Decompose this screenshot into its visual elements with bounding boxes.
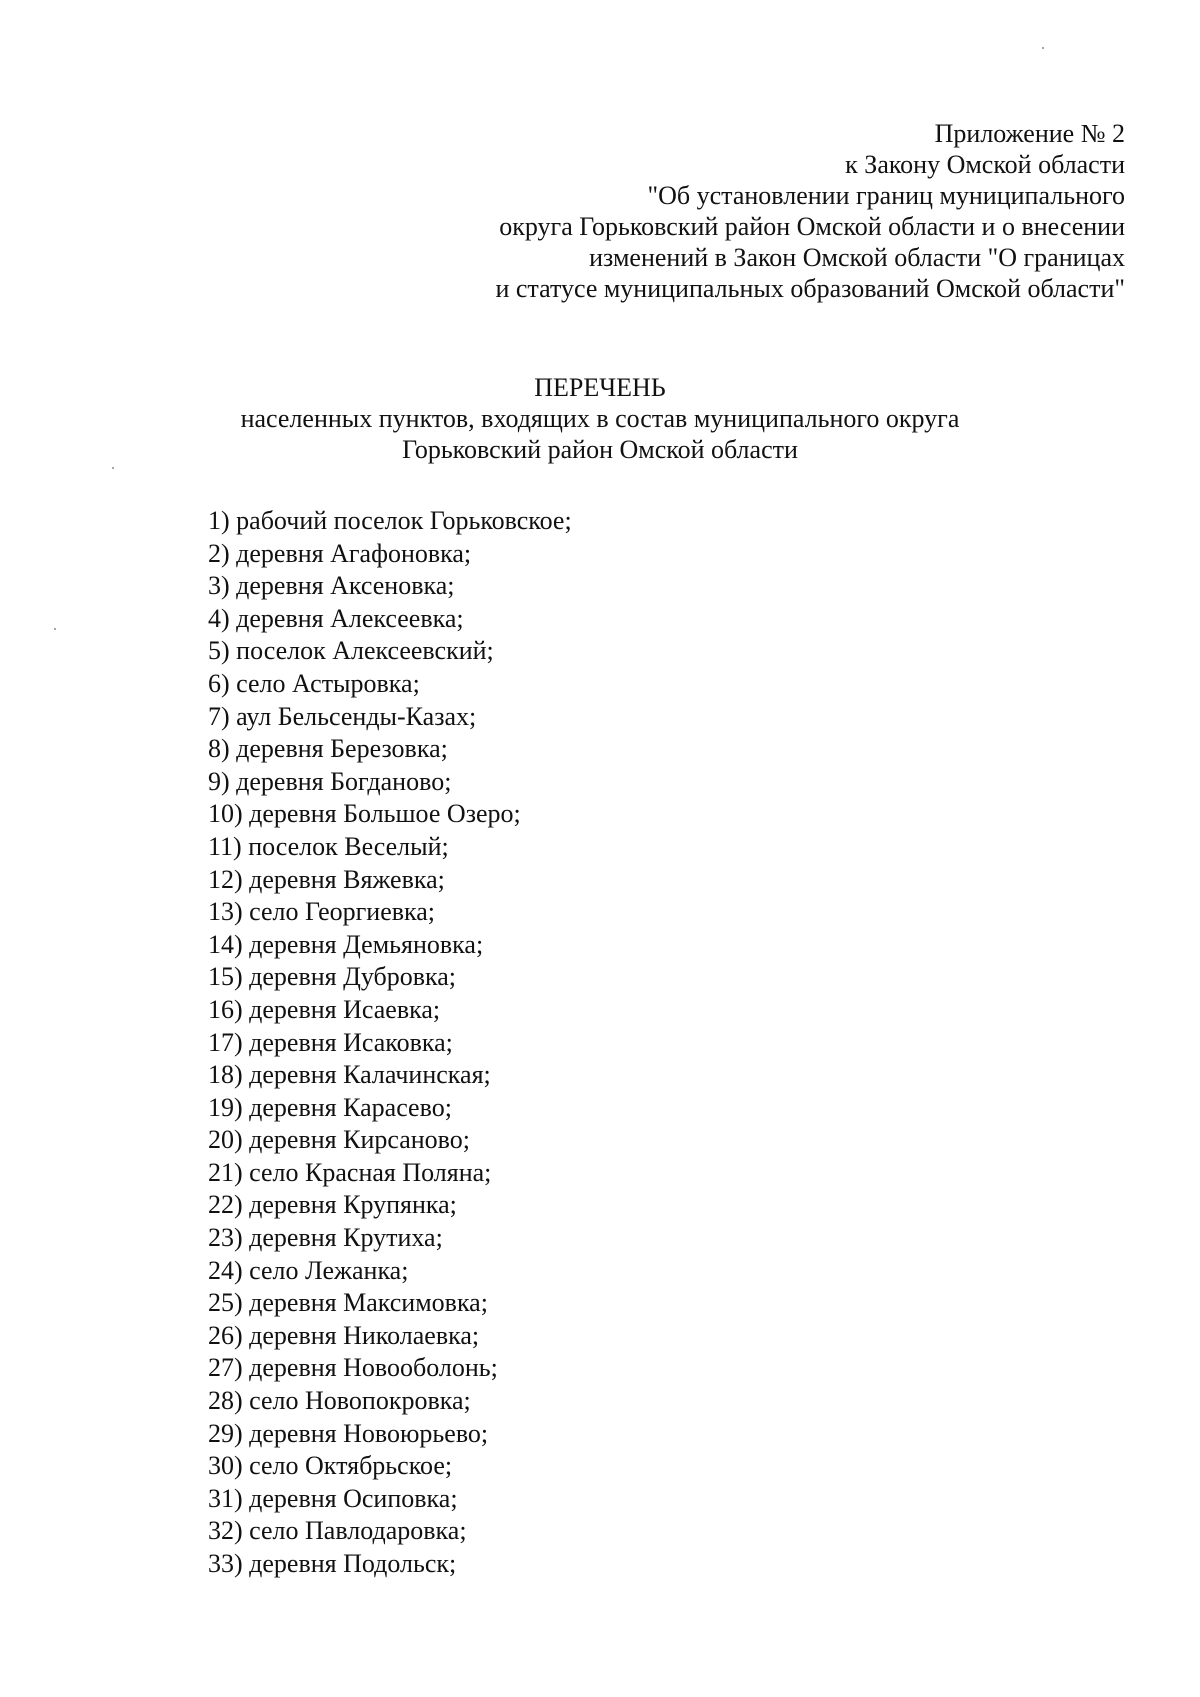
list-item: 21) село Красная Поляна; xyxy=(208,1157,492,1187)
list-item: 8) деревня Березовка; xyxy=(208,734,448,764)
list-item: 31) деревня Осиповка; xyxy=(208,1483,458,1513)
list-item: 4) деревня Алексеевка; xyxy=(208,603,464,633)
list-item: 26) деревня Николаевка; xyxy=(208,1320,480,1350)
scan-speck xyxy=(1042,47,1044,49)
list-item: 10) деревня Большое Озеро; xyxy=(208,799,521,829)
appendix-line: и статусе муниципальных образований Омской области" xyxy=(495,274,1125,303)
scan-speck xyxy=(54,628,56,630)
list-item: 14) деревня Демьяновка; xyxy=(208,929,484,959)
list-item: 18) деревня Калачинская; xyxy=(208,1060,491,1090)
title-subtitle-line: населенных пунктов, входящих в состав муниципального округа xyxy=(240,404,960,433)
appendix-header xyxy=(495,118,1125,304)
document-title xyxy=(0,372,1200,465)
list-item: 1) рабочий поселок Горьковское; xyxy=(208,506,572,535)
list-item: 27) деревня Новооболонь; xyxy=(208,1353,498,1383)
list-item: 33) деревня Подольск; xyxy=(208,1549,457,1578)
list-item: 24) село Лежанка; xyxy=(208,1255,409,1285)
title-heading: ПЕРЕЧЕНЬ xyxy=(534,373,666,402)
settlement-list xyxy=(208,505,572,1581)
list-item: 3) деревня Аксеновка; xyxy=(208,571,455,601)
appendix-line: к Закону Омской области xyxy=(845,150,1125,179)
appendix-line: округа Горьковский район Омской области и о внесении xyxy=(499,212,1125,241)
list-item: 23) деревня Крутиха; xyxy=(208,1223,443,1253)
list-item: 16) деревня Исаевка; xyxy=(208,994,441,1024)
list-item: 20) деревня Кирсаново; xyxy=(208,1125,471,1155)
list-item: 28) село Новопокровка; xyxy=(208,1386,471,1416)
list-item: 5) поселок Алексеевский; xyxy=(208,636,494,666)
list-item: 7) аул Бельсенды-Казах; xyxy=(208,701,477,731)
list-item: 2) деревня Агафоновка; xyxy=(208,538,472,568)
list-item: 32) село Павлодаровка; xyxy=(208,1516,467,1546)
list-item: 11) поселок Веселый; xyxy=(208,831,449,861)
appendix-line: изменений в Закон Омской области "О границах xyxy=(589,243,1125,272)
list-item: 9) деревня Богданово; xyxy=(208,766,452,796)
title-subtitle-line: Горьковский район Омской области xyxy=(402,435,798,464)
list-item: 25) деревня Максимовка; xyxy=(208,1288,488,1318)
list-item: 30) село Октябрьское; xyxy=(208,1451,453,1481)
list-item: 29) деревня Новоюрьево; xyxy=(208,1418,489,1448)
list-item: 6) село Астыровка; xyxy=(208,668,420,698)
list-item: 15) деревня Дубровка; xyxy=(208,962,457,992)
list-item: 13) село Георгиевка; xyxy=(208,897,436,927)
list-item: 17) деревня Исаковка; xyxy=(208,1027,453,1057)
scan-speck xyxy=(112,467,114,469)
appendix-line: "Об установлении границ муниципального xyxy=(647,181,1125,210)
list-item: 22) деревня Крупянка; xyxy=(208,1190,457,1220)
appendix-line: Приложение № 2 xyxy=(934,119,1125,148)
list-item: 12) деревня Вяжевка; xyxy=(208,864,445,894)
list-item: 19) деревня Карасево; xyxy=(208,1092,452,1122)
